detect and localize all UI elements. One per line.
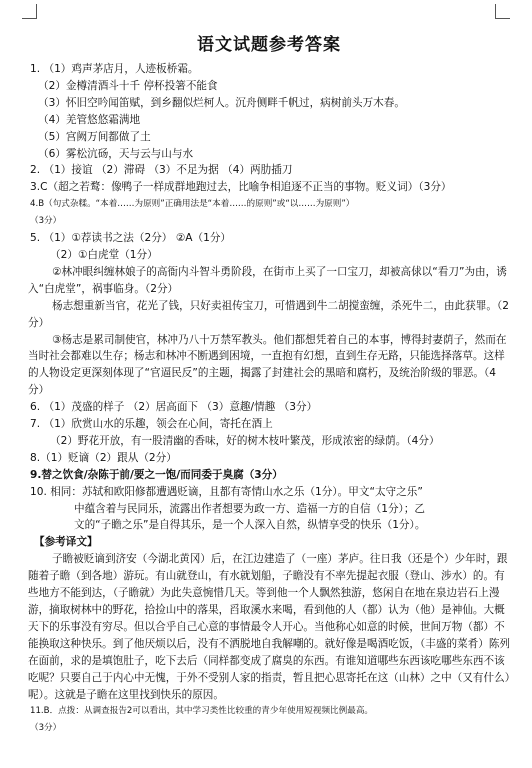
q10-line: 10. 相同：苏轼和欧阳修都遭遇贬谪，且都有寄情山水之乐（1分）。甲文“太守之乐” bbox=[30, 485, 423, 498]
q10-answer bbox=[28, 484, 510, 535]
q10-line: 中蕴含着与民同乐，流露出作者想要为政一方、造福一方的自信（1分）；乙 bbox=[74, 502, 426, 515]
translation-text: 子瞻被贬谪到济安（今湖北黄冈）后，在江边建造了（一座）茅庐。往日我（还是个）少年时，跟随着子瞻（到各地）游玩。有山就登山，有水就划船，子瞻没有不率先提起衣服（登山、涉水）的。有些地方不能到达，（子瞻就）为此失意惋惜几天。等到他一个人飘然独游，悠闲自在地在泉边岩石上漫游，摘取树林中的野花，拾捡山中的落果，舀取溪水来喝，看到他的人（都）认为（他）是神仙。大概天下的乐事没有穷尽。但以合乎自己心意的事情最令人开心。当他称心如意的时候，世间万物（都）不能换取这种快乐。到了他厌烦以后，没有不洒脱地自我解嘲的。就好像是喝酒吃饭，（丰盛的菜肴）陈列在面前，求的是填饱肚子，吃下去后（同样都变成了腐臭的东西。有谁知道哪些东西该吃哪些东西不该吃呢？只要自己于内心中无愧，于外不受别人家的指责，暂且把心思寄托在这（山林）之中（又有什么）呢）。这就是子瞻在这里找到快乐的原因。 bbox=[28, 553, 511, 701]
q5-paragraph: ②林冲眼纠缠林娘子的高衙内斗智斗勇阶段，在街市上买了一口宝刀，却被高俅以“看刀”为由，诱入“白虎堂”，祸事临身。（2分） bbox=[28, 265, 507, 295]
q1-answers bbox=[28, 61, 510, 162]
q1-line: （2）金樽清酒斗十千 停杯投箸不能食 bbox=[38, 79, 218, 92]
q4-answer: 4.B（句式杂糅。“本着……为原则”正确用法是“本着……的原则”或“以……为原则”） bbox=[30, 199, 355, 210]
corner-mark-right bbox=[495, 4, 510, 19]
q1-line: （5）宫阙万间都做了土 bbox=[38, 130, 151, 143]
q1-line: （3）怀旧空吟闻笛赋，到乡翻似烂柯人。沉舟侧畔千帆过，病树前头万木春。 bbox=[38, 96, 405, 109]
corner-mark-left bbox=[22, 4, 37, 19]
q2-answer: 2. （1）接谊 （2）滞碍 （3）不足为据 （4）两肋插刀 bbox=[30, 164, 293, 177]
q1-line: 1. （1）鸡声茅店月，人迹板桥霜。 bbox=[30, 63, 199, 75]
q5-paragraph: ③杨志是累司制使官，林冲乃八十万禁军教头。他们都想凭着自己的本事，博得封妻荫子，然而在当时社会都难以生存；杨志和林冲不断遇到困境，一直抱有幻想，直到生存无路，只能选择落草。这样的人物设定更深刻体现了“官逼民反”的主题，揭露了封建社会的黑暗和腐朽，及统治阶级的罪恶。（4分） bbox=[28, 333, 507, 397]
q5-line: 5. （1）①荐读书之法（2分） ②A（1分） bbox=[30, 232, 232, 245]
q5-answers bbox=[28, 230, 510, 399]
q9-answer: 9.替之饮食/杂陈于前/要之一饱/而同委于臭腐（3分） bbox=[30, 468, 283, 481]
q10-line: 文的“子瞻之乐”是自得其乐，是一个人深入自然，纵情享受的快乐（1分）。 bbox=[74, 519, 426, 532]
q7-line: （2）野花开放，有一股清幽的香味，好的树木枝叶繁茂，形成浓密的绿荫。（4分） bbox=[50, 434, 440, 447]
q11-answer: 11.B．点拨：从调查报告2可以看出，其中学习类性比较重的青少年使用短视频比例最高。 bbox=[30, 706, 374, 717]
q8-answer: 8.（1）贬谪（2）跟从（2分） bbox=[30, 451, 177, 464]
q1-line: （6）雾松沆砀，天与云与山与水 bbox=[38, 147, 194, 160]
q3-answer: 3.C（超之若鹜：像鸭子一样成群地跑过去，比喻争相追逐不正当的事物。贬义词）（3分） bbox=[30, 181, 452, 194]
q5-paragraph: 杨志想重新当官，花光了钱，只好卖祖传宝刀，可惜遇到牛二胡搅蛮缠，杀死牛二，由此获罪。（2分） bbox=[28, 299, 509, 329]
document-title: 语文试题参考答案 bbox=[197, 35, 341, 55]
q1-line: （4）羌管悠悠霜满地 bbox=[38, 113, 141, 126]
q5-line: （2）①白虎堂（1分） bbox=[50, 248, 158, 261]
translation-heading: 【参考译文】 bbox=[34, 536, 98, 549]
q4-score: （3分） bbox=[30, 216, 62, 227]
answer-document bbox=[28, 24, 510, 737]
q7-line: 7. （1）欣赏山水的乐趣，领会在心间，寄托在酒上 bbox=[30, 418, 273, 431]
q6-answer: 6. （1）茂盛的样子 （2）居高面下 （3）意趣/情趣 （3分） bbox=[30, 401, 318, 414]
q11-score: （3分） bbox=[30, 723, 62, 734]
